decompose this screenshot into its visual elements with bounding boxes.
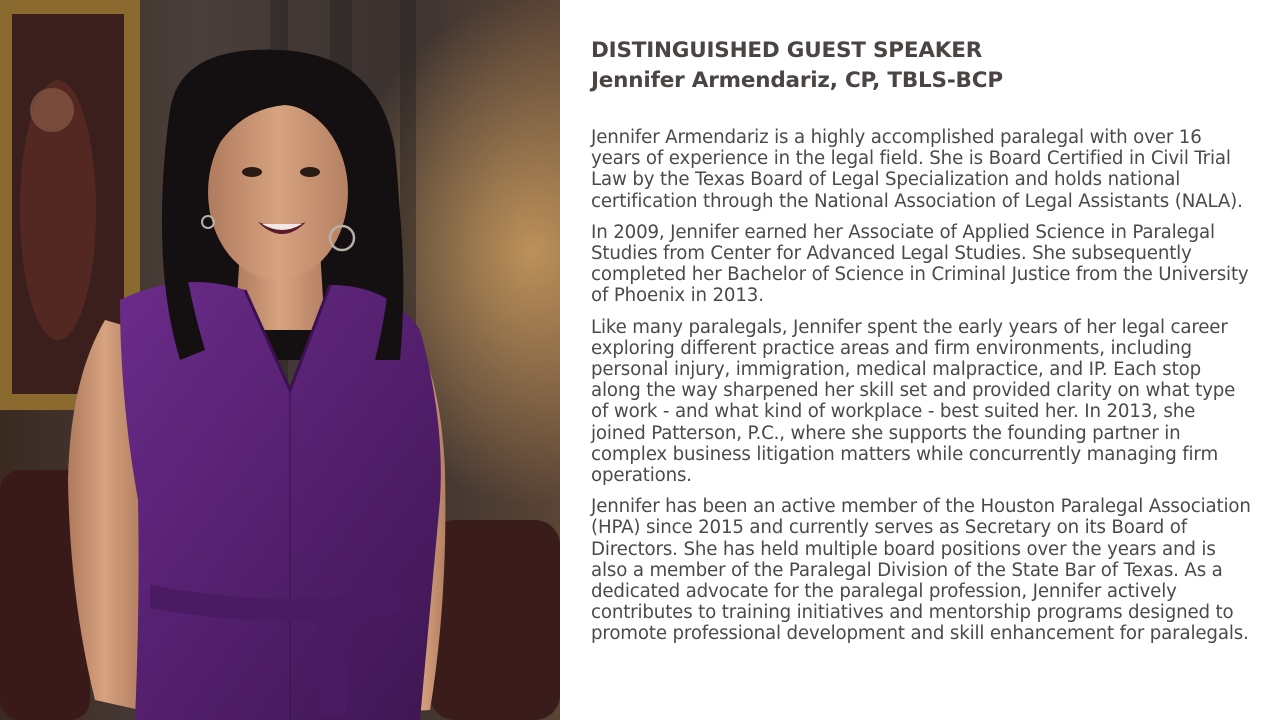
bio-paragraph-1: Jennifer Armendariz is a highly accomplished paralegal with over 16 years of experience in the legal field. She is Board Certified in Civil Trial Law by the Texas Board of Legal Specialization and holds national certification through the National Association of Legal Assistants (NALA).: [591, 127, 1243, 212]
bio-paragraph-3: Like many paralegals, Jennifer spent the early years of her legal career exploring different practice areas and firm environments, including personal injury, immigration, medical malpractice, and IP. Each stop along the way sharpened her skill set and provided clarity on what type of work - and what kind of workplace - best suited her. In 2013, she joined Patterson, P.C., where she supports the founding partner in complex business litigation matters while concurrently managing firm operations.: [591, 316, 1236, 487]
speaker-name: Jennifer Armendariz, CP, TBLS-BCP: [591, 68, 1003, 93]
bio-paragraph-2: In 2009, Jennifer earned her Associate of Applied Science in Paralegal Studies from Center for Advanced Legal Studies. She subsequently completed her Bachelor of Science in Criminal Justice from the University of Phoenix in 2013.: [591, 221, 1249, 307]
bio-panel: [591, 36, 1251, 655]
bio-paragraph-4: Jennifer has been an active member of the Houston Paralegal Association (HPA) since 2015 and currently serves as Secretary on its Board of Directors. She has held multiple board positions over the years and is also a member of the Paralegal Division of the State Bar of Texas. As a dedicated advocate for the paralegal profession, Jennifer actively contributes to training initiatives and mentorship programs designed to promote professional development and skill enhancement for paralegals.: [591, 496, 1251, 645]
slide-title: DISTINGUISHED GUEST SPEAKER: [591, 38, 983, 63]
speaker-photo: [0, 0, 560, 720]
